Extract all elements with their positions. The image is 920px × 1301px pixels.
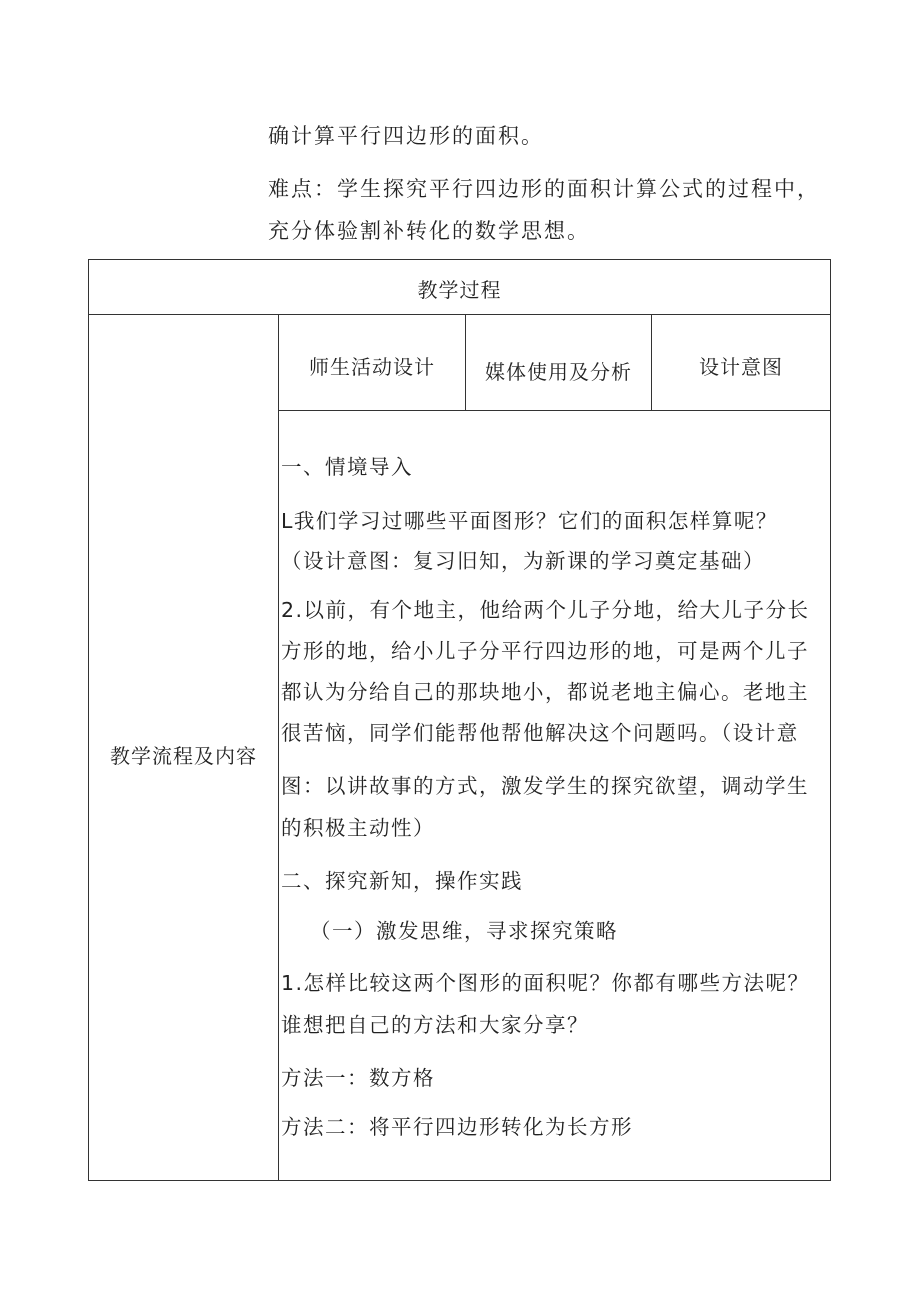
content-line: 方法二：将平行四边形转化为长方形 — [281, 1115, 633, 1139]
content-line: 1.怎样比较这两个图形的面积呢？你都有哪些方法呢？ — [281, 971, 810, 995]
content-line: （一）激发思维，寻求探究策略 — [310, 919, 618, 943]
content-line: 方法一：数方格 — [281, 1066, 435, 1090]
table-border-header-bottom — [278, 410, 831, 411]
table-border-title-bottom — [88, 314, 831, 315]
content-line: 二、探究新知，操作实践 — [281, 869, 523, 893]
content-line: 方形的地，给小儿子分平行四边形的地，可是两个儿子 — [281, 639, 809, 663]
content-line: 图：以讲故事的方式，激发学生的探究欲望，调动学生 — [281, 774, 809, 798]
teaching-flow-label: 教学流程及内容 — [110, 744, 257, 768]
content-line: （设计意图：复习旧知，为新课的学习奠定基础） — [281, 549, 765, 573]
table-border-label-divider — [278, 314, 279, 1181]
table-border-bottom — [88, 1180, 831, 1181]
content-line: L我们学习过哪些平面图形？它们的面积怎样算呢？ — [281, 509, 778, 533]
header-teacher-student-activity: 师生活动设计 — [309, 355, 435, 379]
intro-line-3: 充分体验割补转化的数学思想。 — [268, 219, 590, 243]
header-media-usage-analysis: 媒体使用及分析 — [485, 360, 632, 384]
table-border-right — [830, 259, 831, 1181]
content-line: 都认为分给自己的那块地小，都说老地主偏心。老地主 — [281, 680, 809, 704]
intro-line-1: 确计算平行四边形的面积。 — [268, 124, 544, 148]
content-line: 一、情境导入 — [281, 455, 413, 479]
table-title: 教学过程 — [417, 278, 502, 302]
content-line: 谁想把自己的方法和大家分享？ — [281, 1013, 589, 1037]
table-border-top — [88, 259, 831, 260]
table-border-left — [88, 259, 89, 1181]
content-line: 2.以前，有个地主，他给两个儿子分地，给大儿子分长 — [281, 598, 810, 622]
content-line: 的积极主动性） — [281, 816, 435, 840]
header-design-intent: 设计意图 — [699, 355, 783, 379]
intro-line-2: 难点：学生探究平行四边形的面积计算公式的过程中， — [268, 177, 820, 201]
content-line: 很苦恼，同学们能帮他帮他解决这个问题吗。（设计意 — [281, 721, 799, 745]
